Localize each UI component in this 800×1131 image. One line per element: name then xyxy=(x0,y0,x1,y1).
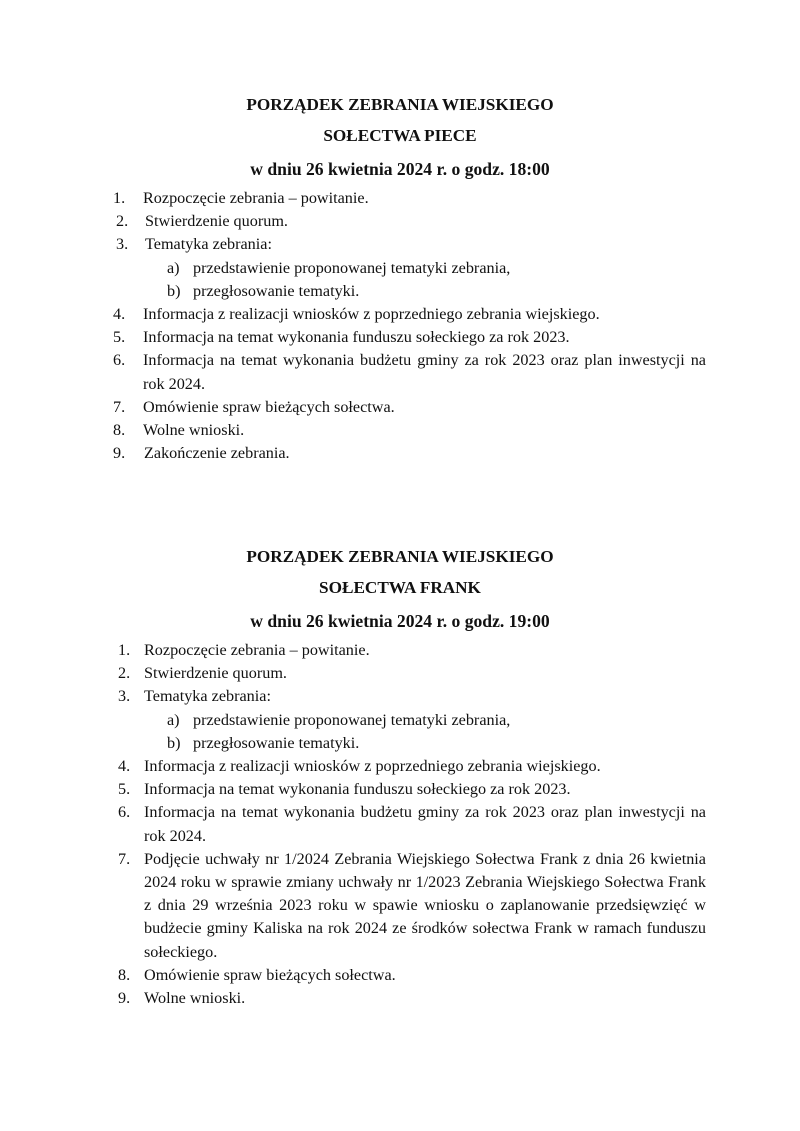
agenda-item xyxy=(0,210,800,233)
item-text: Zakończenie zebrania. xyxy=(144,444,290,463)
meeting-date: w dniu 26 kwietnia 2024 r. o godz. 19:00 xyxy=(250,611,550,631)
agenda-item xyxy=(0,303,800,326)
item-text: Wolne wnioski. xyxy=(144,989,246,1008)
subitem-text: przegłosowanie tematyki. xyxy=(193,733,360,752)
agenda-item xyxy=(0,987,800,1010)
agenda-subitem xyxy=(0,257,800,280)
item-text: Informacja z realizacji wniosków z poprzedniego zebrania wiejskiego. xyxy=(143,305,600,324)
agenda-item xyxy=(0,778,800,801)
item-text: Stwierdzenie quorum. xyxy=(144,664,287,683)
item-number: 5. xyxy=(118,780,131,799)
item-number: 4. xyxy=(118,757,131,776)
item-number: 8. xyxy=(113,421,126,440)
item-number: 6. xyxy=(118,803,131,822)
item-text: Rozpoczęcie zebrania – powitanie. xyxy=(143,189,369,207)
agenda-item xyxy=(0,187,800,210)
item-text: Wolne wnioski. xyxy=(143,421,245,440)
item-text: Podjęcie uchwały nr 1/2024 Zebrania Wiejskiego Sołectwa Frank z dnia 26 kwietnia 2024 roku w sprawie zmiany uchwały nr 1/2023 Zebrania Wiejskiego Sołectwa Frank z dnia 29 września 2023 roku w spawie wniosku o zaplanowanie przedsięwzięć w budżecie gminy Kaliska na rok 2024 ze środków sołectwa Frank w ramach funduszu sołeckiego. xyxy=(144,849,706,961)
subitem-text: przegłosowanie tematyki. xyxy=(193,281,360,300)
item-number: 3. xyxy=(118,687,131,706)
item-text: Stwierdzenie quorum. xyxy=(145,212,288,231)
item-number: 9. xyxy=(113,444,126,463)
item-text: Informacja na temat wykonania budżetu gminy za rok 2023 oraz plan inwestycji na rok 2024. xyxy=(144,803,706,845)
agenda-subitem xyxy=(0,709,800,732)
agenda-item xyxy=(0,964,800,987)
agenda-list xyxy=(0,187,800,465)
item-number: 6. xyxy=(113,351,126,370)
agenda-item xyxy=(0,685,800,708)
item-number: 5. xyxy=(113,328,126,347)
item-number: 1. xyxy=(118,641,131,659)
item-number: 1. xyxy=(113,189,126,207)
subitem-text: przedstawienie proponowanej tematyki zebrania, xyxy=(193,258,511,277)
agenda-list xyxy=(0,639,800,1010)
meeting-date: w dniu 26 kwietnia 2024 r. o godz. 18:00 xyxy=(250,159,550,179)
item-number: 9. xyxy=(118,989,131,1008)
item-number: 7. xyxy=(113,397,126,416)
village-name: SOŁECTWA PIECE xyxy=(323,126,477,145)
item-text: Informacja na temat wykonania funduszu sołeckiego za rok 2023. xyxy=(143,328,570,347)
agenda-item xyxy=(0,419,800,442)
item-text: Omówienie spraw bieżących sołectwa. xyxy=(144,965,396,984)
item-number: 7. xyxy=(118,849,131,868)
agenda-item xyxy=(0,233,800,256)
agenda-item xyxy=(0,755,800,778)
agenda-item xyxy=(0,349,800,395)
agenda-item xyxy=(0,801,800,847)
item-text: Informacja na temat wykonania budżetu gminy za rok 2023 oraz plan inwestycji na rok 2024. xyxy=(143,351,706,393)
agenda-section-piece xyxy=(0,93,800,465)
agenda-item xyxy=(0,662,800,685)
subitem-letter: a) xyxy=(167,710,180,729)
item-text: Tematyka zebrania: xyxy=(145,235,272,254)
agenda-item xyxy=(0,639,800,662)
agenda-item xyxy=(0,326,800,349)
agenda-item xyxy=(0,396,800,419)
item-number: 4. xyxy=(113,305,126,324)
item-number: 2. xyxy=(116,212,129,231)
subitem-letter: b) xyxy=(167,281,181,300)
agenda-item xyxy=(0,848,800,964)
subitem-text: przedstawienie proponowanej tematyki zebrania, xyxy=(193,710,511,729)
agenda-item xyxy=(0,442,800,465)
item-text: Informacja z realizacji wniosków z poprzedniego zebrania wiejskiego. xyxy=(144,757,601,776)
item-text: Rozpoczęcie zebrania – powitanie. xyxy=(144,641,370,659)
subitem-letter: b) xyxy=(167,733,181,752)
agenda-subitem xyxy=(0,280,800,303)
agenda-section-frank xyxy=(0,545,800,1010)
item-number: 8. xyxy=(118,965,131,984)
agenda-title: PORZĄDEK ZEBRANIA WIEJSKIEGO xyxy=(246,95,554,114)
item-number: 2. xyxy=(118,664,131,683)
agenda-title: PORZĄDEK ZEBRANIA WIEJSKIEGO xyxy=(246,547,554,566)
item-number: 3. xyxy=(116,235,129,254)
subitem-letter: a) xyxy=(167,258,180,277)
item-text: Informacja na temat wykonania funduszu sołeckiego za rok 2023. xyxy=(144,780,571,799)
item-text: Omówienie spraw bieżących sołectwa. xyxy=(143,397,395,416)
agenda-subitem xyxy=(0,732,800,755)
village-name: SOŁECTWA FRANK xyxy=(319,578,481,597)
item-text: Tematyka zebrania: xyxy=(144,687,271,706)
